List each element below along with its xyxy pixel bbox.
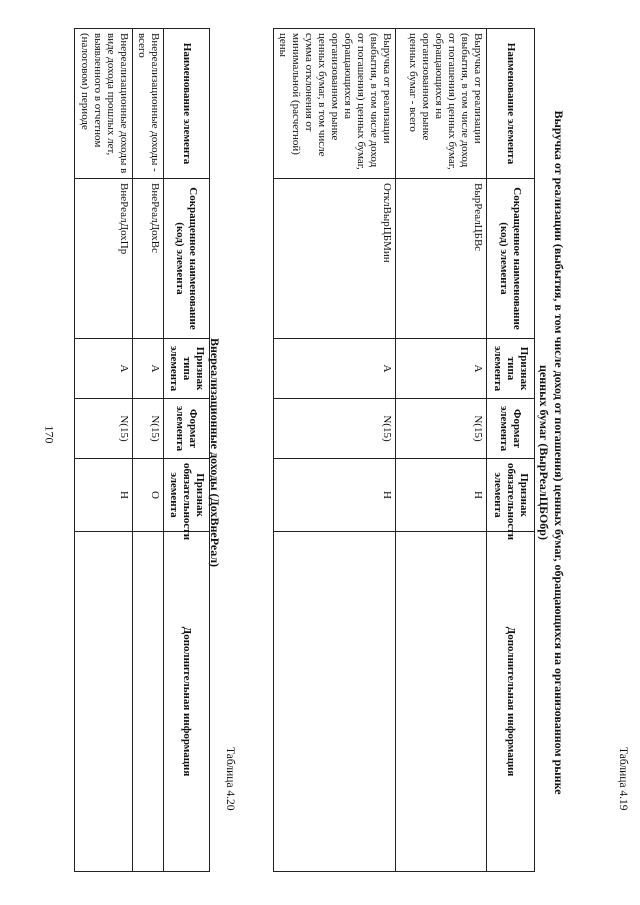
header-cell: Формат элемента: [487, 399, 535, 459]
table-cell: [396, 532, 487, 872]
table-cell: N(15): [274, 399, 396, 459]
header-cell: Признак обязательности элемента: [164, 459, 210, 532]
table-cell: Внереализационные доходы в виде дохода прошлых лет, выявленного в отчетном (налоговом) периоде: [75, 29, 133, 179]
table-cell: Н: [75, 459, 133, 532]
header-cell: Сокращенное наименование (код) элемента: [164, 179, 210, 339]
table-cell: [75, 532, 133, 872]
header-cell: Признак обязательности элемента: [487, 459, 535, 532]
header-cell: Признак типа элемента: [164, 339, 210, 399]
header-cell: Наименование элемента: [487, 29, 535, 179]
table-cell: Н: [274, 459, 396, 532]
table-cell: Внереализационные доходы - всего: [133, 29, 164, 179]
table-row: [133, 29, 164, 872]
table-4-20: [74, 28, 210, 872]
table-4-19-title-line1: Выручка от реализации (выбытия, в том числе доход от погашения) ценных бумаг, обращающихся на организованном рынке: [552, 110, 566, 795]
header-cell: Дополнительная информация: [164, 532, 210, 872]
table-cell: А: [274, 339, 396, 399]
header-cell: Сокращенное наименование (код) элемента: [487, 179, 535, 339]
page-number: 170: [42, 425, 57, 444]
table-4-19-title-line2: ценных бумаг (ВырРеалЦБОбр): [537, 365, 551, 540]
table-cell: ВнеРеалДохПр: [75, 179, 133, 339]
table-cell: А: [133, 339, 164, 399]
table-4-20-label: Таблица 4.20: [224, 747, 236, 811]
table-4-20-title: Внереализационные доходы (ДохВнеРеал): [208, 337, 222, 568]
table-cell: Выручка от реализации (выбытия, в том числе доход от погашения) ценных бумаг, обращающихся на организованном рынке ценных бумаг, в том числе сумма отклонения от минимальной (расчетной) цены: [274, 29, 396, 179]
table-4-19-title: [536, 30, 566, 875]
table-cell: N(15): [75, 399, 133, 459]
table-header-row: [164, 29, 210, 872]
table-header-row: [487, 29, 535, 872]
table-cell: Выручка от реализации (выбытия, в том числе доход от погашения) ценных бумаг, обращающихся на организованном рынке ценных бумаг - всего: [396, 29, 487, 179]
table-cell: Н: [396, 459, 487, 532]
table-cell: N(15): [133, 399, 164, 459]
table-cell: А: [75, 339, 133, 399]
table-row: [396, 29, 487, 872]
table-4-19: [273, 28, 535, 872]
table-cell: ОтклВырЦБМин: [274, 179, 396, 339]
table-cell: ВырРеалЦБВс: [396, 179, 487, 339]
table-row: [75, 29, 133, 872]
table-cell: [133, 532, 164, 872]
table-cell: О: [133, 459, 164, 532]
table-4-19-label: Таблица 4.19: [617, 747, 629, 811]
table-row: [274, 29, 396, 872]
table-cell: [274, 532, 396, 872]
header-cell: Признак типа элемента: [487, 339, 535, 399]
table-cell: N(15): [396, 399, 487, 459]
header-cell: Формат элемента: [164, 399, 210, 459]
table-cell: А: [396, 339, 487, 399]
header-cell: Наименование элемента: [164, 29, 210, 179]
table-cell: ВнеРеалДохВс: [133, 179, 164, 339]
header-cell: Дополнительная информация: [487, 532, 535, 872]
